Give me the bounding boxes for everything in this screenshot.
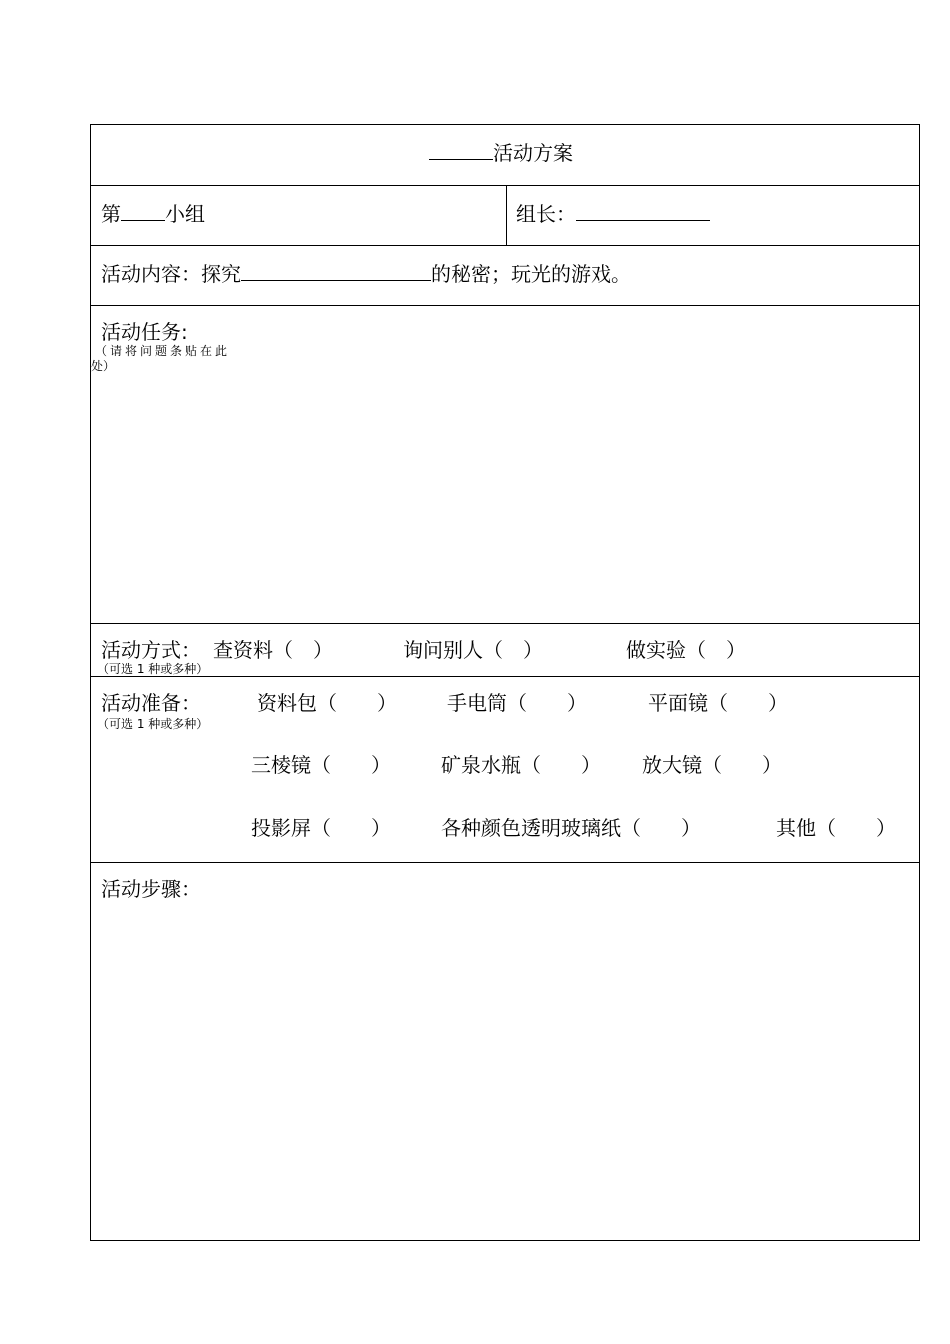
prep-item-colored-cellophane[interactable]: 各种颜色透明玻璃纸（ ） <box>441 816 701 840</box>
group-leader: 组长： <box>516 202 710 226</box>
prep-item-water-bottle[interactable]: 矿泉水瓶（ ） <box>441 753 601 777</box>
prep-item-flashlight[interactable]: 手电筒（ ） <box>447 691 587 715</box>
prep-item-prism[interactable]: 三棱镜（ ） <box>251 753 391 777</box>
steps-row <box>91 863 919 1240</box>
content-row <box>91 246 919 306</box>
prep-note: （可选 1 种或多种） <box>97 717 209 731</box>
task-row <box>91 306 919 624</box>
group-number-blank[interactable] <box>121 202 165 221</box>
prep-item-projection-screen[interactable]: 投影屏（ ） <box>251 816 391 840</box>
method-option-ask[interactable]: 询问别人（ ） <box>403 638 543 662</box>
group-row <box>91 186 919 246</box>
task-label: 活动任务: <box>101 320 188 344</box>
title <box>429 141 573 165</box>
prep-item-flat-mirror[interactable]: 平面镜（ ） <box>648 691 788 715</box>
title-row <box>91 125 919 186</box>
steps-label: 活动步骤： <box>101 877 201 901</box>
activity-plan-form <box>90 124 920 1241</box>
method-row <box>91 624 919 677</box>
activity-content: 活动内容：探究 的秘密；玩光的游戏。 <box>101 262 631 286</box>
prep-label: 活动准备： <box>101 691 201 715</box>
group-divider <box>506 186 507 245</box>
group-leader-blank[interactable] <box>576 202 710 221</box>
prep-row <box>91 677 919 863</box>
method-note: （可选 1 种或多种） <box>97 662 209 676</box>
prep-item-other[interactable]: 其他（ ） <box>776 816 896 840</box>
content-blank[interactable] <box>241 262 431 281</box>
title-text: 活动方案 <box>493 141 573 165</box>
prep-item-magnifier[interactable]: 放大镜（ ） <box>642 753 782 777</box>
task-note-line1: （请将问题条贴在此 <box>95 344 231 358</box>
prep-item-info-pack[interactable]: 资料包（ ） <box>257 691 397 715</box>
title-blank[interactable] <box>429 141 493 160</box>
group-number: 第 小组 <box>101 202 205 226</box>
method-label: 活动方式： <box>101 638 201 662</box>
method-option-research[interactable]: 查资料（ ） <box>213 638 333 662</box>
task-note-line2: 处） <box>91 359 116 373</box>
method-option-experiment[interactable]: 做实验（ ） <box>626 638 746 662</box>
